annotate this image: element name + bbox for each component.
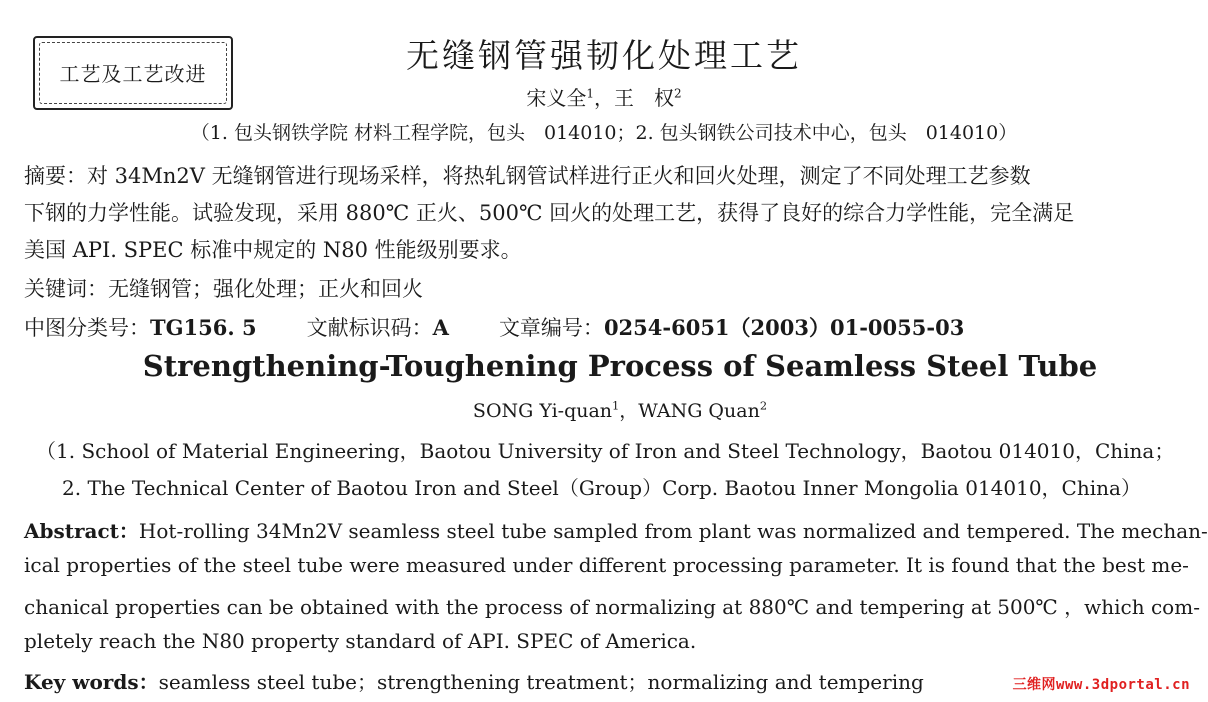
abstract-en-line-4: pletely reach the N80 property standard of API. SPEC of America. <box>24 629 697 653</box>
abstract-en-line-3: chanical properties can be obtained with the process of normalizing at 880℃ and tempering at 500℃ ，which com- <box>24 595 1200 619</box>
author-1-zh: 宋义全 <box>526 86 587 110</box>
abstract-zh-line-3: 美国 API. SPEC 标准中规定的 N80 性能级别要求。 <box>24 238 522 262</box>
author-2-en: ，WANG Quan <box>619 400 760 422</box>
article-no-value: 0254-6051（2003）01-0055-03 <box>603 315 965 340</box>
affiliation-zh: （1. 包头钢铁学院 材料工程学院，包头 014010；2. 包头钢铁公司技术中心，包头 014010） <box>190 122 1018 144</box>
affiliation-en-line-2: 2. The Technical Center of Baotou Iron and Steel（Group）Corp. Baotou Inner Mongolia 014010，China） <box>62 476 1141 500</box>
author-1-affil-en: 1 <box>612 398 620 413</box>
abstract-label-zh: 摘要： <box>24 164 87 188</box>
abstract-en-line-1 <box>24 515 1208 544</box>
abstract-label-en: Abstract： <box>24 519 139 543</box>
clc-value: TG156. 5 <box>150 315 257 340</box>
abstract-en-line-2: ical properties of the steel tube were measured under different processing parameter. It is found that the best me- <box>24 553 1189 577</box>
paper-title-en: Strengthening-Toughening Process of Seamless Steel Tube <box>142 349 1098 383</box>
keywords-value-zh: 无缝钢管；强化处理；正火和回火 <box>108 277 423 301</box>
doc-code-label: 文献标识码： <box>306 316 433 340</box>
keywords-en <box>24 666 924 695</box>
keywords-label-en: Key words： <box>24 670 159 694</box>
keywords-zh <box>24 273 423 303</box>
abstract-zh-line-1 <box>24 160 1031 190</box>
keywords-value-en: seamless steel tube；strengthening treatment；normalizing and tempering <box>158 670 924 694</box>
abstract-en-text-1: Hot-rolling 34Mn2V seamless steel tube sampled from plant was normalized and tempered. The mechan- <box>138 519 1208 543</box>
column-tag-label: 工艺及工艺改进 <box>59 62 207 86</box>
site-watermark: 三维网www.3dportal.cn <box>1012 677 1190 693</box>
article-no-label: 文章编号： <box>498 316 604 340</box>
doc-code-value: A <box>432 315 449 340</box>
abstract-zh-text-1: 对 34Mn2V 无缝钢管进行现场采样，将热轧钢管试样进行正火和回火处理，测定了不同处理工艺参数 <box>87 164 1031 188</box>
affiliation-en-line-1: （1. School of Material Engineering，Baotou University of Iron and Steel Technology，Baotou 014010，China； <box>36 439 1175 463</box>
author-2-affil-en: 2 <box>759 398 768 413</box>
authors-zh <box>0 82 1208 111</box>
keywords-label-zh: 关键词： <box>24 277 108 301</box>
author-2-affil-zh: 2 <box>674 86 682 101</box>
author-1-en: SONG Yi-quan <box>472 400 613 422</box>
classification-row <box>24 312 964 342</box>
abstract-zh-line-2: 下钢的力学性能。试验发现，采用 880℃ 正火、500℃ 回火的处理工艺，获得了良好的综合力学性能，完全满足 <box>24 201 1075 225</box>
paper-title-zh: 无缝钢管强韧化处理工艺 <box>406 36 802 75</box>
author-2-zh: ，王 权 <box>594 86 674 110</box>
author-1-affil-zh: 1 <box>586 86 594 101</box>
authors-en <box>0 396 1208 423</box>
clc-label: 中图分类号： <box>24 316 150 340</box>
